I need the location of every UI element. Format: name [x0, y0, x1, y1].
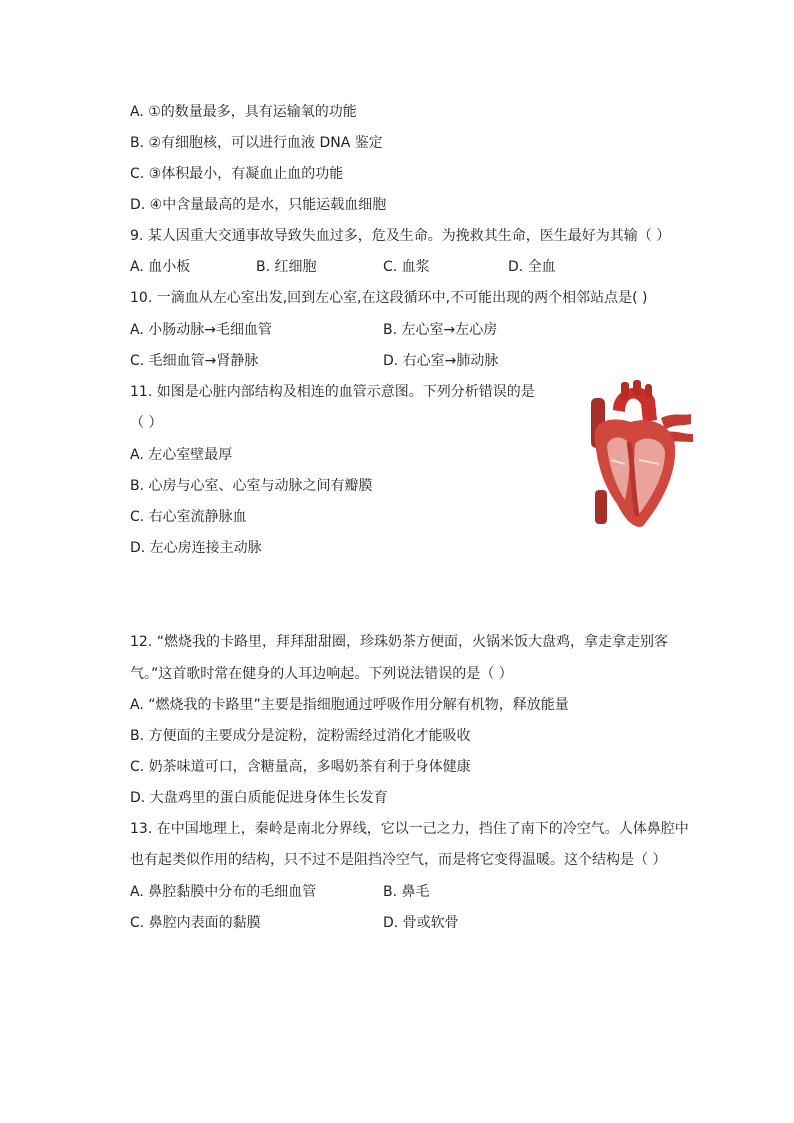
q10-option-d: D. 右心室→肺动脉 [383, 353, 499, 369]
q8-option-d: D. ④中含量最高的是水，只能运载血细胞 [130, 197, 387, 213]
q8-option-c: C. ③体积最小，有凝血止血的功能 [130, 166, 344, 182]
q12-stem-line-2: 气。”这首歌时常在健身的人耳边响起。下列说法错误的是（ ） [130, 666, 513, 682]
q11-stem: 11. 如图是心脏内部结构及相连的血管示意图。下列分析错误的是 [130, 384, 535, 400]
q11-option-d: D. 左心房连接主动脉 [130, 540, 262, 556]
q10-option-b: B. 左心室→左心房 [383, 322, 498, 338]
q9-option-c: C. 血浆 [383, 259, 430, 275]
q10-option-c: C. 毛细血管→肾静脉 [130, 353, 259, 369]
q10-option-a: A. 小肠动脉→毛细血管 [130, 322, 272, 338]
q12-option-c: C. 奶茶味道可口，含糖量高，多喝奶茶有利于身体健康 [130, 759, 471, 775]
q11-answer-parens: （ ） [130, 415, 163, 431]
q11-option-c: C. 右心室流静脉血 [130, 509, 247, 525]
q12-stem-line-1: 12. “燃烧我的卡路里，拜拜甜甜圈，珍珠奶茶方便面，火锅米饭大盘鸡，拿走拿走别客 [130, 634, 668, 650]
q9-option-a: A. 血小板 [130, 259, 191, 275]
q13-stem-line-1: 13. 在中国地理上，秦岭是南北分界线，它以一己之力，挡住了南下的冷空气。人体鼻腔中 [130, 821, 689, 837]
q11-option-a: A. 左心室壁最厚 [130, 447, 233, 463]
q11-option-b: B. 心房与心室、心室与动脉之间有瓣膜 [130, 478, 373, 494]
q9-option-b: B. 红细胞 [256, 259, 317, 275]
q10-stem: 10. 一滴血从左心室出发,回到左心室,在这段循环中,不可能出现的两个相邻站点是( ) [130, 290, 648, 306]
q12-option-b: B. 方便面的主要成分是淀粉，淀粉需经过消化才能吸收 [130, 728, 471, 744]
q12-option-d: D. 大盘鸡里的蛋白质能促进身体生长发育 [130, 790, 388, 806]
heart-diagram-image [573, 380, 695, 532]
q13-stem-line-2: 也有起类似作用的结构，只不过不是阻挡冷空气，而是将它变得温暖。这个结构是（ ） [130, 852, 667, 868]
q13-option-d: D. 骨或软骨 [383, 915, 459, 931]
q13-option-a: A. 鼻腔黏膜中分布的毛细血管 [130, 884, 317, 900]
q13-option-c: C. 鼻腔内表面的黏膜 [130, 915, 261, 931]
q8-option-a: A. ①的数量最多，具有运输氧的功能 [130, 104, 357, 120]
q9-stem: 9. 某人因重大交通事故导致失血过多，危及生命。为挽救其生命，医生最好为其输（ ） [130, 228, 671, 244]
q8-option-b: B. ②有细胞核，可以进行血液 DNA 鉴定 [130, 135, 383, 151]
q12-option-a: A. “燃烧我的卡路里”主要是指细胞通过呼吸作用分解有机物，释放能量 [130, 697, 569, 713]
q9-option-d: D. 全血 [508, 259, 556, 275]
q13-option-b: B. 鼻毛 [383, 884, 430, 900]
